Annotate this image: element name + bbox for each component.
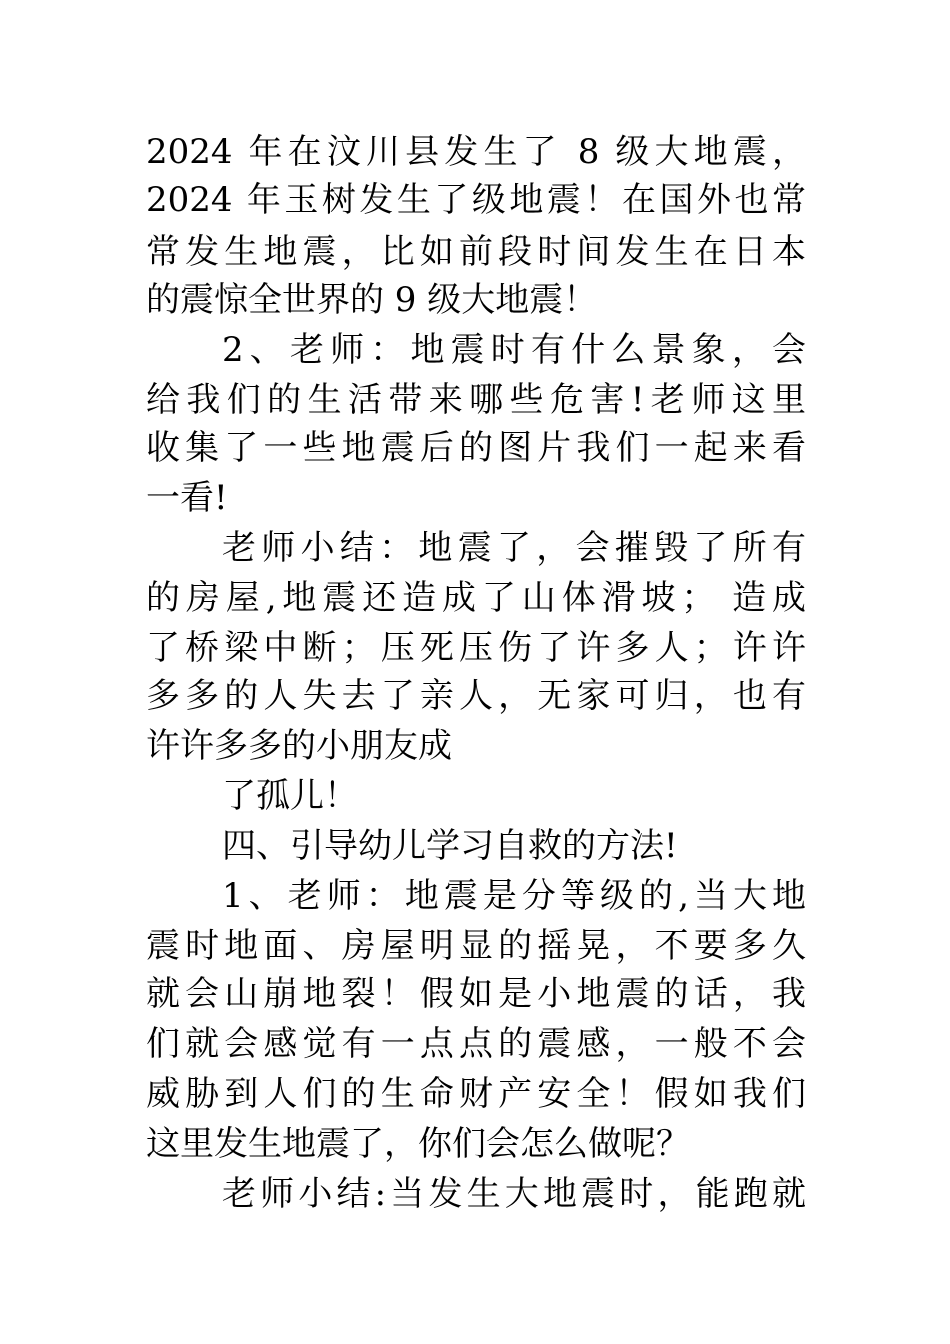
text-line-10: 的房屋,地震还造成了山体滑坡； 造成 — [146, 578, 806, 618]
text-line-11: 了桥梁中断；压死压伤了许多人；许许 — [146, 628, 806, 668]
text-line-19: 们就会感觉有一点点的震感，一般不会 — [146, 1024, 806, 1064]
text-line-15: 四、引导幼儿学习自救的方法! — [222, 826, 678, 866]
text-line-4: 的震惊全世界的 9 级大地震！ — [146, 280, 598, 320]
text-line-17: 震时地面、房屋明显的摇晃，不要多久 — [146, 926, 806, 966]
text-line-3: 常发生地震，比如前段时间发生在日本 — [146, 232, 806, 272]
text-line-16: 1、老师：地震是分等级的,当大地 — [222, 876, 806, 916]
text-line-8: 一看! — [146, 478, 228, 518]
text-line-7: 收集了一些地震后的图片我们一起来看 — [146, 428, 806, 468]
text-line-9: 老师小结：地震了，会摧毁了所有 — [222, 528, 806, 568]
text-line-12: 多多的人失去了亲人，无家可归，也有 — [146, 676, 806, 716]
text-line-22: 老师小结:当发生大地震时，能跑就 — [222, 1174, 806, 1214]
text-line-2: 2024 年玉树发生了级地震！在国外也常 — [146, 180, 806, 220]
text-line-18: 就会山崩地裂！假如是小地震的话，我 — [146, 974, 806, 1014]
text-line-21: 这里发生地震了，你们会怎么做呢？ — [146, 1124, 690, 1164]
text-line-20: 威胁到人们的生命财产安全！假如我们 — [146, 1074, 806, 1114]
text-line-1: 2024 年在汶川县发生了 8 级大地震， — [146, 132, 806, 172]
text-line-14: 了孤儿！ — [222, 776, 358, 816]
text-line-13: 许许多多的小朋友成 — [146, 726, 452, 766]
text-line-6: 给我们的生活带来哪些危害!老师这里 — [146, 380, 806, 420]
text-line-5: 2、老师：地震时有什么景象，会 — [222, 330, 806, 370]
